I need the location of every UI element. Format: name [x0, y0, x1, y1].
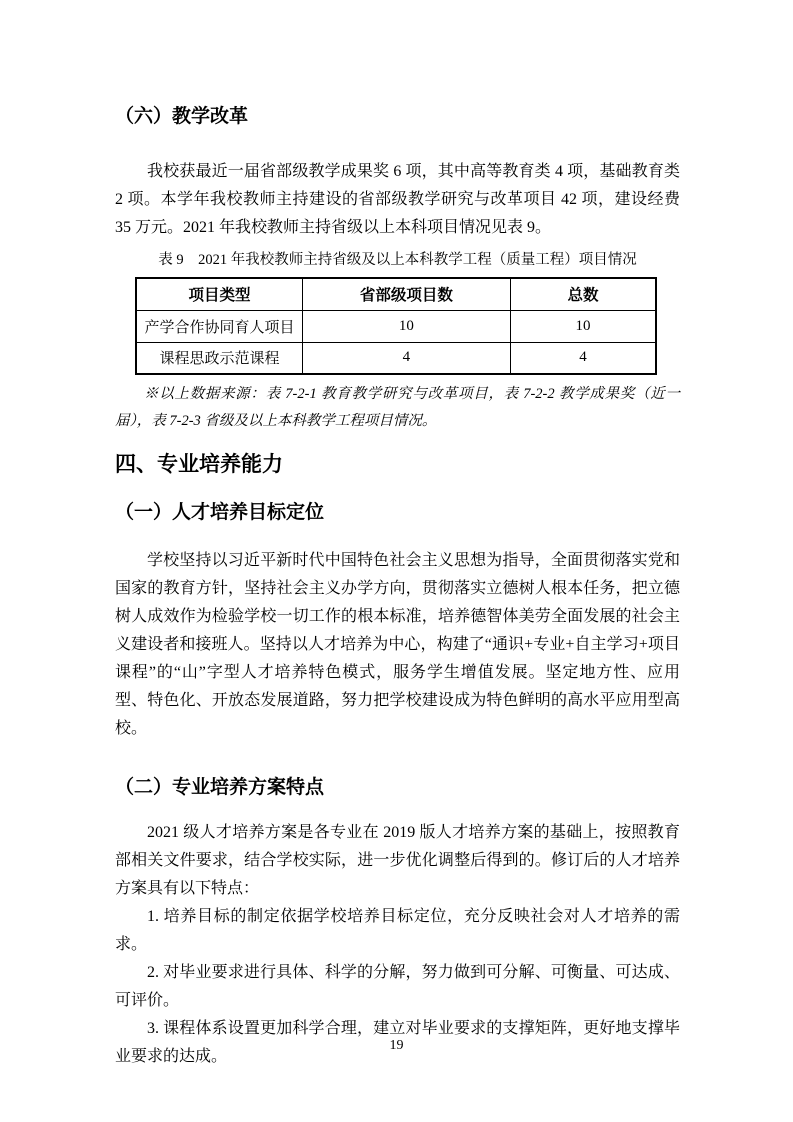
section-4-2-heading: （二）专业培养方案特点 [115, 776, 325, 798]
table-header-row [136, 278, 656, 310]
table-row [136, 342, 656, 374]
table-9 [135, 277, 657, 375]
cell-provincial-count: 10 [302, 310, 510, 342]
section-4-1-paragraph: 学校坚持以习近平新时代中国特色社会主义思想为指导，全面贯彻落实党和国家的教育方针，坚持社会主义办学方向，贯彻落实立德树人根本任务，把立德树人成效作为检验学校一切工作的根本标准，培养德智体美劳全面发展的社会主义建设者和接班人。坚持以人才培养为中心，构建了“通识+专业+自主学习+项目课程”的“山”字型人才培养特色模式，服务学生增值发展。坚定地方性、应用型、特色化、开放态发展道路，努力把学校建设成为特色鲜明的高水平应用型高校。 [115, 551, 680, 737]
table-row [136, 310, 656, 342]
column-header-project-type: 项目类型 [136, 278, 302, 310]
cell-total: 4 [510, 342, 656, 374]
section-4-2-paragraph: 2021 级人才培养方案是各专业在 2019 版人才培养方案的基础上，按照教育部相关文件要求，结合学校实际，进一步优化调整后得到的。修订后的人才培养方案具有以下特点： [115, 823, 680, 897]
section-6-paragraph: 我校获最近一届省部级教学成果奖 6 项，其中高等教育类 4 项，基础教育类 2 项。本学年我校教师主持建设的省部级教学研究与改革项目 42 项，建设经费 35 万元。2021 年我校教师主持省级以上本科项目情况见表 9。 [115, 163, 680, 236]
feature-item-3: 3. 课程体系设置更加科学合理，建立对毕业要求的支撑矩阵，更好地支撑毕业要求的达成。 [115, 1019, 680, 1065]
data-source-note: ※以上数据来源：表 7-2-1 教育教学研究与改革项目，表 7-2-2 教学成果奖（近一届），表 7-2-3 省级及以上本科教学工程项目情况。 [115, 386, 680, 429]
page-number: 19 [389, 1038, 404, 1053]
section-4-1-heading: （一）人才培养目标定位 [115, 501, 325, 523]
table-9-caption: 表 9 2021 年我校教师主持省级及以上本科教学工程（质量工程）项目情况 [158, 252, 637, 268]
feature-item-1: 1. 培养目标的制定依据学校培养目标定位，充分反映社会对人才培养的需求。 [115, 907, 680, 953]
cell-project-type: 产学合作协同育人项目 [136, 310, 302, 342]
cell-provincial-count: 4 [302, 342, 510, 374]
chapter-4-heading: 四、专业培养能力 [115, 452, 283, 476]
cell-project-type: 课程思政示范课程 [136, 342, 302, 374]
column-header-total: 总数 [510, 278, 656, 310]
feature-item-2: 2. 对毕业要求进行具体、科学的分解，努力做到可分解、可衡量、可达成、可评价。 [115, 963, 680, 1009]
cell-total: 10 [510, 310, 656, 342]
column-header-provincial-count: 省部级项目数 [302, 278, 510, 310]
section-6-heading: （六）教学改革 [115, 106, 249, 127]
